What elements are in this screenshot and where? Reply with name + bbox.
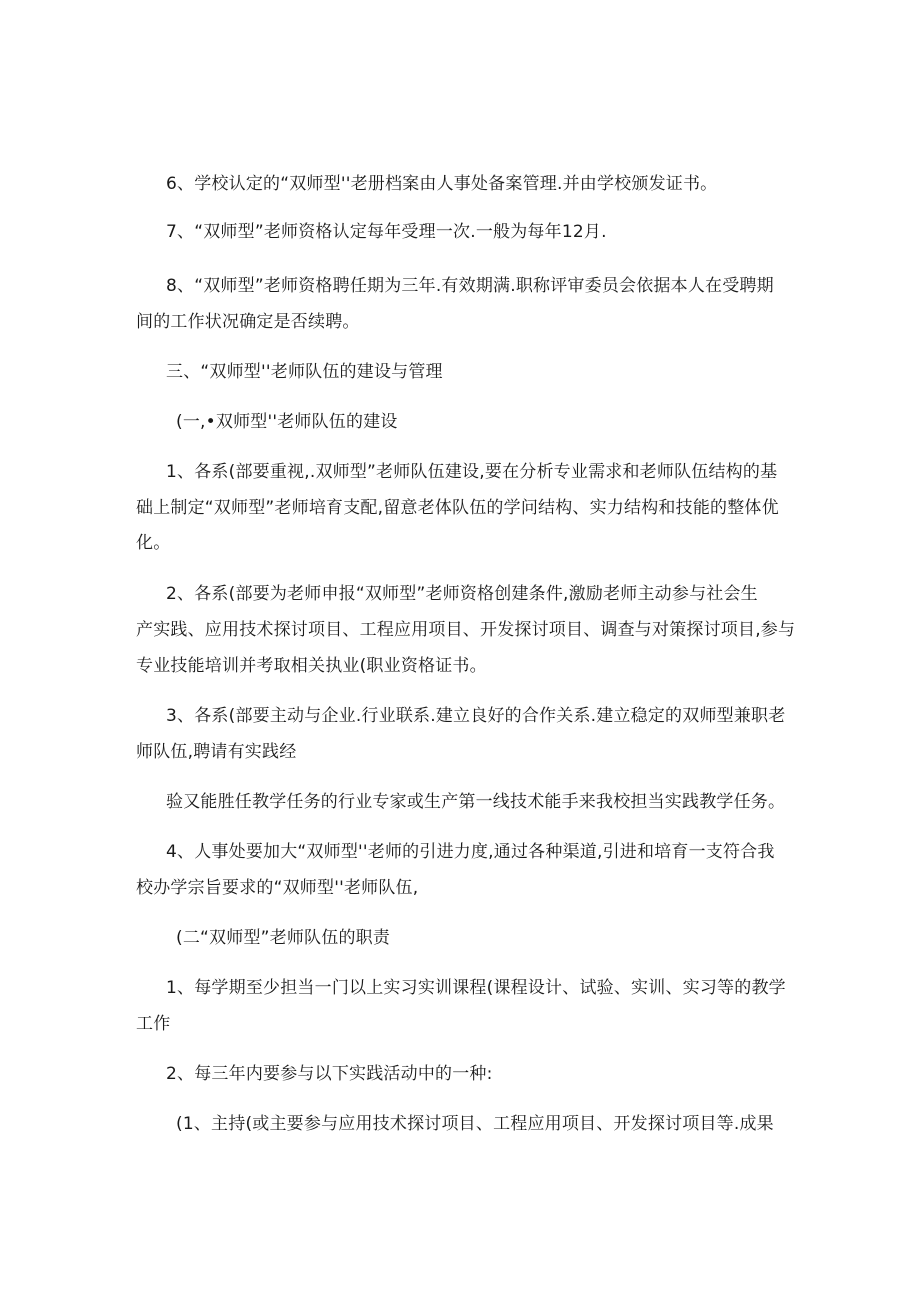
para-build-1-line-3: 化。 <box>136 533 171 553</box>
para-build-4-line-2: 校办学宗旨要求的“双师型''老师队伍, <box>136 878 419 898</box>
para-duty-2-sub-1: (1、主持(或主要参与应用技术探讨项目、工程应用项目、开发探讨项目等.成果 <box>176 1114 774 1134</box>
para-item-8-line-2: 间的工作状况确定是否续聘。 <box>136 312 360 332</box>
para-build-4-line-1: 4、人事处要加大“双师型''老师的引进力度,通过各种渠道,引进和培育一支符合我 <box>166 842 775 862</box>
para-duty-1-line-1: 1、每学期至少担当一门以上实习实训课程(课程设计、试验、实训、实习等的教学 <box>166 978 786 998</box>
para-build-1-line-1: 1、各系(部要重视,.双师型”老师队伍建设,要在分析专业需求和老师队伍结构的基 <box>166 462 778 482</box>
para-build-2-line-3: 专业技能培训并考取相关执业(职业资格证书。 <box>136 656 487 676</box>
para-item-7: 7、“双师型”老师资格认定每年受理一次.一般为每年12月. <box>166 222 607 242</box>
subsection-heading-2: (二“双师型”老师队伍的职责 <box>176 928 391 948</box>
para-build-1-line-2: 础上制定“双师型”老师培育支配,留意老体队伍的学问结构、实力结构和技能的整体优 <box>136 498 779 518</box>
para-build-2-line-1: 2、各系(部要为老师申报“双师型”老师资格创建条件,激励老师主动参与社会生 <box>166 584 758 604</box>
para-build-3-line-1: 3、各系(部要主动与企业.行业联系.建立良好的合作关系.建立稳定的双师型兼职老 <box>166 706 786 726</box>
para-build-3-line-3: 验又能胜任教学任务的行业专家或生产第一线技术能手来我校担当实践教学任务。 <box>166 792 786 812</box>
para-build-2-line-2: 产实践、应用技术探讨项目、工程应用项目、开发探讨项目、调查与对策探讨项目,参与 <box>136 620 796 640</box>
section-heading-3: 三、“双师型''老师队伍的建设与管理 <box>166 362 443 382</box>
para-duty-2: 2、每三年内要参与以下实践活动中的一种: <box>166 1064 493 1084</box>
subsection-heading-1: (一,•双师型''老师队伍的建设 <box>176 412 398 432</box>
para-duty-1-line-2: 工作 <box>136 1014 171 1034</box>
para-build-3-line-2: 师队伍,聘请有实践经 <box>136 742 297 762</box>
para-item-6: 6、学校认定的“双师型''老册档案由人事处备案管理.并由学校颁发证书。 <box>166 174 718 194</box>
para-item-8-line-1: 8、“双师型”老师资格聘任期为三年.有效期满.职称评审委员会依据本人在受聘期 <box>166 276 774 296</box>
